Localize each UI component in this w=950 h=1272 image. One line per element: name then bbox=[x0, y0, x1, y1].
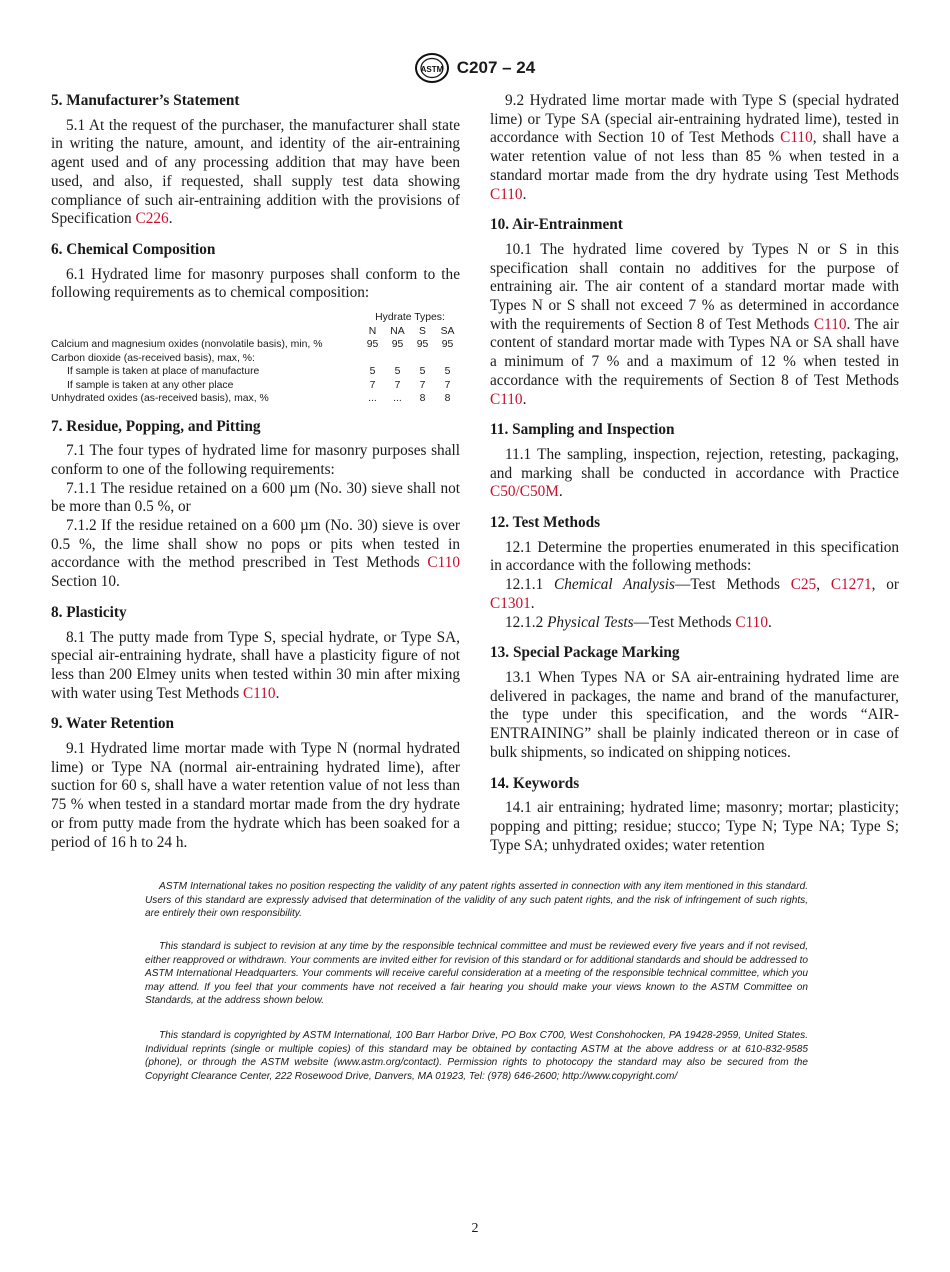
paragraph: 12.1 Determine the properties enumerated in this specification in accordance with the following methods: bbox=[490, 538, 899, 575]
paragraph: 12.1.1 Chemical Analysis—Test Methods C25, C1271, or C1301. bbox=[490, 576, 899, 612]
table-row: If sample is taken at place of manufacture 5 5 5 5 bbox=[67, 366, 451, 378]
section-5 bbox=[51, 92, 460, 229]
section-title: 6. Chemical Composition bbox=[51, 240, 216, 258]
patent-notice: ASTM International takes no position respecting the validity of any patent rights asserted in connection with any item mentioned in this standard. Users of this standard are expressly advised that determination of the validity of any such patent rights, and the risk of infringement of such rights, are entirely their own responsibility. bbox=[145, 881, 808, 920]
section-title: 5. Manufacturer’s Statement bbox=[51, 92, 240, 109]
reference-link-c1301[interactable]: C1301 bbox=[490, 594, 531, 612]
paragraph: 7.1.1 The residue retained on a 600 µm (No. 30) sieve shall not be more than 0.5 %, or bbox=[51, 479, 460, 516]
column-header: S bbox=[419, 325, 426, 337]
table-row: Calcium and magnesium oxides (nonvolatile basis), min, % 95 95 95 95 bbox=[51, 339, 454, 351]
reference-link-c110[interactable]: C110 bbox=[490, 185, 523, 203]
paragraph: 13.1 When Types NA or SA air-entraining hydrated lime are delivered in packages, the name and brand of the manufacturer, the type under this specification, and the words “AIR-ENTRAINING” shall be plainly indicated thereon or in case of bulk shipments, so indicated on shipping notices. bbox=[490, 668, 899, 761]
section-title: 10. Air-Entrainment bbox=[490, 216, 623, 234]
reference-link-c226[interactable]: C226 bbox=[135, 210, 169, 228]
section-title: 9. Water Retention bbox=[51, 715, 175, 733]
paragraph: 7.1.2 If the residue retained on a 600 µm (No. 30) sieve is over 0.5 %, the lime shall show no pops or pits when tested in accordance with the method prescribed in Test Methods C110 Section 10. bbox=[51, 517, 460, 591]
standard-code: C207 – 24 bbox=[456, 58, 536, 77]
reference-link-c1271[interactable]: C1271 bbox=[830, 576, 872, 594]
column-header: N bbox=[368, 325, 377, 337]
paragraph: 9.2 Hydrated lime mortar made with Type S (special hydrated lime) or Type SA (special air-entraining hydrated lime), tested in accordance with Section 10 of Test Methods C110, shall have a water retention value of not less than 85 % when tested in a standard mortar made from the dry hydrate using Test Methods C110. bbox=[490, 92, 899, 203]
section-10 bbox=[490, 216, 899, 409]
page-number: 2 bbox=[471, 1221, 479, 1236]
section-title: 13. Special Package Marking bbox=[490, 644, 680, 662]
table-row: Unhydrated oxides (as-received basis), max, % ... ... 8 8 bbox=[51, 393, 451, 405]
reference-link-c110[interactable]: C110 bbox=[490, 390, 523, 408]
column-header: SA bbox=[440, 325, 455, 337]
paragraph: 5.1 At the request of the purchaser, the manufacturer shall state in writing the nature, amount, and identity of the air-entraining agent used and of any processing addition that may have been used, and also, if requested, shall supply test data showing compliance of such air-entraining addition with the provisions of Specification C226. bbox=[51, 116, 460, 228]
page-header bbox=[0, 53, 950, 83]
astm-logo-icon bbox=[415, 53, 449, 83]
section-14 bbox=[490, 775, 899, 856]
paragraph: 14.1 air entraining; hydrated lime; masonry; mortar; plasticity; popping and pitting; residue; stucco; Type N; Type NA; Type S; Type SA; unhydrated oxides; water retention bbox=[490, 799, 899, 854]
paragraph: 10.1 The hydrated lime covered by Types N or S in this specification shall contain no additives for the purpose of entraining air. The air content of a standard mortar made with Types N or S shall not exceed 7 % as determined in accordance with the requirements of Section 8 of Test Methods C110. The air content of standard mortar made with Types NA or SA shall have a minimum of 7 % and a maximum of 12 % when tested in accordance with the requirements of Section 8 of Test Methods C110. bbox=[490, 240, 899, 408]
revision-notice: This standard is subject to revision at any time by the responsible technical committee and must be reviewed every five years and if not revised, either reapproved or withdrawn. Your comments are invited either for revision of this standard or for additional standards and should be addressed to ASTM International Headquarters. Your comments will receive careful consideration at a meeting of the responsible technical committee, which you may attend. If you feel that your comments have not received a fair hearing you should make your views known to the ASTM Committee on Standards, at the address shown below. bbox=[145, 941, 809, 1007]
section-6 bbox=[51, 241, 460, 406]
section-11 bbox=[490, 421, 899, 502]
table-group-header: Hydrate Types: bbox=[375, 312, 445, 324]
table-header-row bbox=[51, 325, 460, 339]
section-title: 7. Residue, Popping, and Pitting bbox=[51, 417, 261, 435]
section-9 bbox=[51, 715, 460, 852]
reference-link-c110[interactable]: C110 bbox=[427, 554, 460, 572]
column-header: NA bbox=[390, 325, 405, 337]
left-column bbox=[51, 92, 460, 864]
section-7 bbox=[51, 418, 460, 592]
chemical-composition-table bbox=[51, 311, 460, 406]
copyright-notice: This standard is copyrighted by ASTM International, 100 Barr Harbor Drive, PO Box C700, West Conshohocken, PA 19428-2959, United States. Individual reprints (single or multiple copies) of this standard may be obtained by contacting ASTM at the above address or at 610-832-9585 (phone), or through the ASTM website (www.astm.org/contact). Permission rights to photocopy the standard may also be secured from the Copyright Clearance Center, 222 Rosewood Drive, Danvers, MA 01923, Tel: (978) 646-2600; http://www.copyright.com/ bbox=[145, 1030, 808, 1082]
table-row: If sample is taken at any other place 7 7 7 7 bbox=[67, 379, 451, 391]
section-13 bbox=[490, 644, 899, 762]
reference-link-c110[interactable]: C110 bbox=[735, 613, 768, 631]
svg-text:ASTM: ASTM bbox=[420, 65, 444, 74]
section-9-2 bbox=[490, 92, 899, 204]
paragraph: 11.1 The sampling, inspection, rejection, retesting, packaging, and marking shall be conducted in accordance with Practice C50/C50M. bbox=[490, 445, 899, 501]
paragraph: 8.1 The putty made from Type S, special hydrate, or Type SA, special air-entraining hydrate, shall have a plasticity figure of not less than 200 Elmey units when tested within 30 min after mixing with water using Test Methods C110. bbox=[51, 628, 460, 702]
section-title: 14. Keywords bbox=[490, 774, 580, 792]
reference-link-c25[interactable]: C25 bbox=[790, 576, 817, 594]
right-column bbox=[490, 92, 899, 867]
paragraph: 12.1.2 Physical Tests—Test Methods C110. bbox=[505, 613, 772, 631]
section-title: 12. Test Methods bbox=[490, 514, 601, 532]
section-title: 8. Plasticity bbox=[51, 603, 127, 621]
reference-link-c110[interactable]: C110 bbox=[813, 315, 847, 333]
paragraph: 7.1 The four types of hydrated lime for masonry purposes shall conform to one of the following requirements: bbox=[51, 442, 460, 478]
paragraph: 9.1 Hydrated lime mortar made with Type N (normal hydrated lime) or Type NA (normal air-entraining hydrated lime), after suction for 60 s, shall have a water retention value of not less than 75 % when tested in a standard mortar made from the dry hydrate or from putty made from the hydrate which has been soaked for a period of 16 h to 24 h. bbox=[51, 740, 460, 851]
reference-link-c110[interactable]: C110 bbox=[242, 684, 276, 702]
table-row: Carbon dioxide (as-received basis), max, %: bbox=[51, 352, 255, 364]
section-12 bbox=[490, 514, 899, 632]
reference-link-c110[interactable]: C110 bbox=[780, 129, 813, 147]
section-title: 11. Sampling and Inspection bbox=[490, 421, 675, 439]
paragraph: 6.1 Hydrated lime for masonry purposes shall conform to the following requirements as to chemical composition: bbox=[51, 265, 460, 302]
reference-link-c50[interactable]: C50/C50M bbox=[490, 483, 559, 501]
section-8 bbox=[51, 604, 460, 704]
